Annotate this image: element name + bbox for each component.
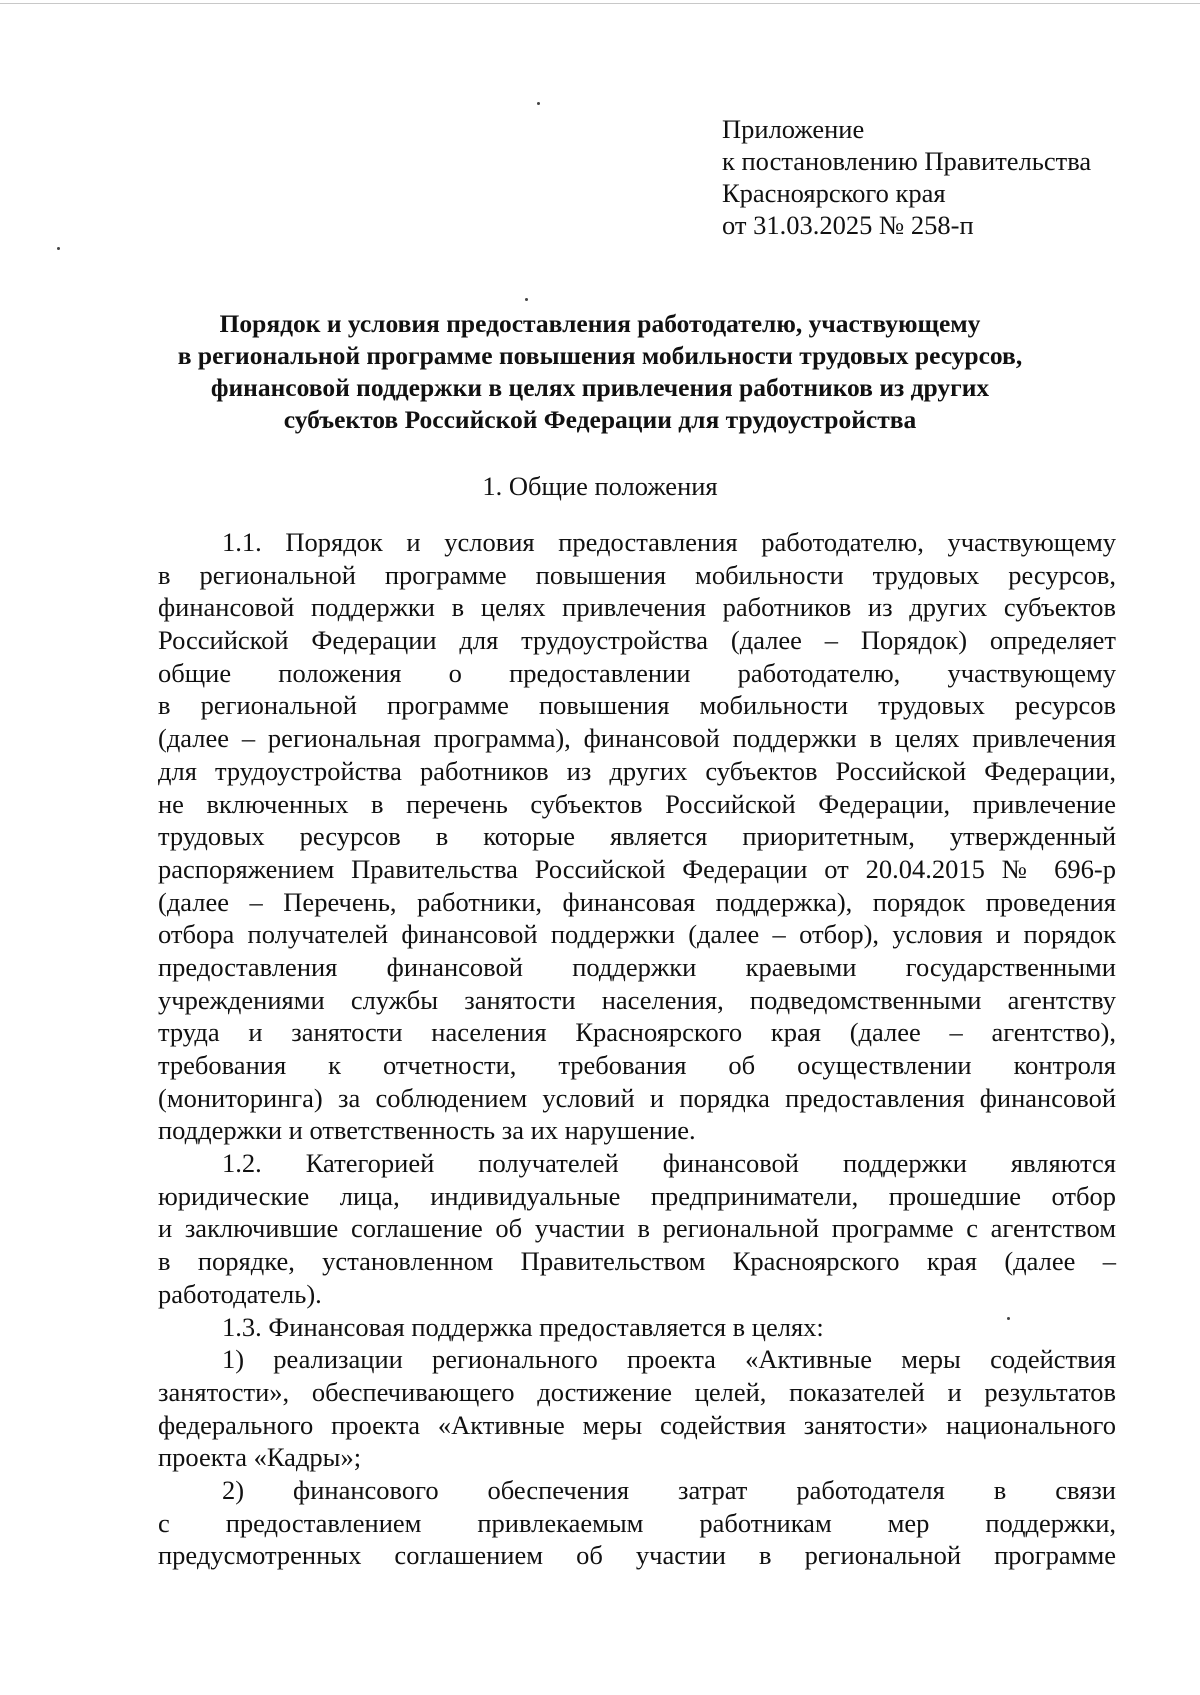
paragraph-line: с предоставлением привлекаемым работникам мер поддержки, xyxy=(158,1507,1116,1538)
paragraph-line: 1.2. Категорией получателей финансовой поддержки являются xyxy=(222,1148,1116,1179)
document-title xyxy=(140,308,1060,436)
paragraph-line: труда и занятости населения Красноярского края (далее – агентство), xyxy=(158,1017,1116,1048)
paragraph-line: 2) финансового обеспечения затрат работодателя в связи xyxy=(222,1474,1116,1505)
paragraph-line: 1.1. Порядок и условия предоставления работодателю, участвующему xyxy=(222,527,1116,557)
paragraph-line: (мониторинга) за соблюдением условий и порядка предоставления финансовой xyxy=(158,1082,1116,1113)
paragraph-line: Российской Федерации для трудоустройства (далее – Порядок) определяет xyxy=(158,625,1116,656)
paragraph-line: финансовой поддержки в целях привлечения работников из других субъектов xyxy=(158,592,1116,623)
title-line: финансовой поддержки в целях привлечения работников из других xyxy=(210,373,990,402)
paragraph-line: 1) реализации регионального проекта «Активные меры содействия xyxy=(222,1344,1116,1375)
appendix-line: к постановлению Правительства xyxy=(722,146,1092,176)
paragraph-line: предусмотренных соглашением об участии в региональной программе xyxy=(158,1540,1116,1571)
paragraph-line: 1.3. Финансовая поддержка предоставляется в целях: xyxy=(222,1311,824,1342)
paragraph-line: и заключившие соглашение об участии в региональной программе с агентством xyxy=(158,1213,1116,1244)
paragraph-line: (далее – региональная программа), финансовой поддержки в целях привлечения xyxy=(158,723,1116,754)
appendix-block xyxy=(722,113,1091,241)
paragraph-line: поддержки и ответственность за их нарушение. xyxy=(158,1115,696,1146)
paragraph-line: в региональной программе повышения мобильности трудовых ресурсов, xyxy=(158,559,1116,590)
paragraph-line: занятости», обеспечивающего достижение целей, показателей и результатов xyxy=(158,1376,1116,1407)
title-line: Порядок и условия предоставления работодателю, участвующему xyxy=(219,309,981,338)
paragraph-line: в порядке, установленном Правительством Красноярского края (далее – xyxy=(158,1246,1116,1277)
scan-speck xyxy=(537,102,540,105)
title-line: в региональной программе повышения мобильности трудовых ресурсов, xyxy=(177,341,1023,370)
title-line: субъектов Российской Федерации для трудоустройства xyxy=(283,405,917,434)
paragraph-line: (далее – Перечень, работники, финансовая поддержка), порядок проведения xyxy=(158,886,1116,917)
paragraph-line: юридические лица, индивидуальные предприниматели, прошедшие отбор xyxy=(158,1180,1116,1211)
paragraph-line: проекта «Кадры»; xyxy=(158,1442,362,1473)
scan-speck xyxy=(525,298,528,301)
paragraph-line: трудовых ресурсов в которые является приоритетным, утвержденный xyxy=(158,821,1116,852)
paragraph-line: в региональной программе повышения мобильности трудовых ресурсов xyxy=(158,690,1116,721)
appendix-line: Красноярского края xyxy=(722,178,946,208)
paragraph-line: федерального проекта «Активные меры содействия занятости» национального xyxy=(158,1409,1116,1440)
paragraph-line: для трудоустройства работников из других субъектов Российской Федерации, xyxy=(158,755,1116,786)
paragraph-line: учреждениями службы занятости населения, подведомственными агентству xyxy=(158,984,1116,1015)
paragraph-line: не включенных в перечень субъектов Российской Федерации, привлечение xyxy=(158,788,1116,819)
paragraph-line: требования к отчетности, требования об осуществлении контроля xyxy=(158,1050,1116,1080)
appendix-line: от 31.03.2025 № 258-п xyxy=(722,210,974,240)
scan-top-edge xyxy=(0,3,1200,4)
appendix-line: Приложение xyxy=(722,114,865,144)
paragraph-line: предоставления финансовой поддержки краевыми государственными xyxy=(158,951,1116,982)
body-text xyxy=(158,526,1116,1572)
paragraph-line: общие положения о предоставлении работодателю, участвующему xyxy=(158,657,1116,688)
paragraph-line: распоряжением Правительства Российской Федерации от 20.04.2015 № 696-р xyxy=(158,853,1116,884)
scan-speck xyxy=(57,247,60,250)
paragraph-line: работодатель). xyxy=(158,1278,322,1309)
paragraph-line: отбора получателей финансовой поддержки (далее – отбор), условия и порядок xyxy=(158,919,1116,950)
section-heading: 1. Общие положения xyxy=(482,471,718,501)
